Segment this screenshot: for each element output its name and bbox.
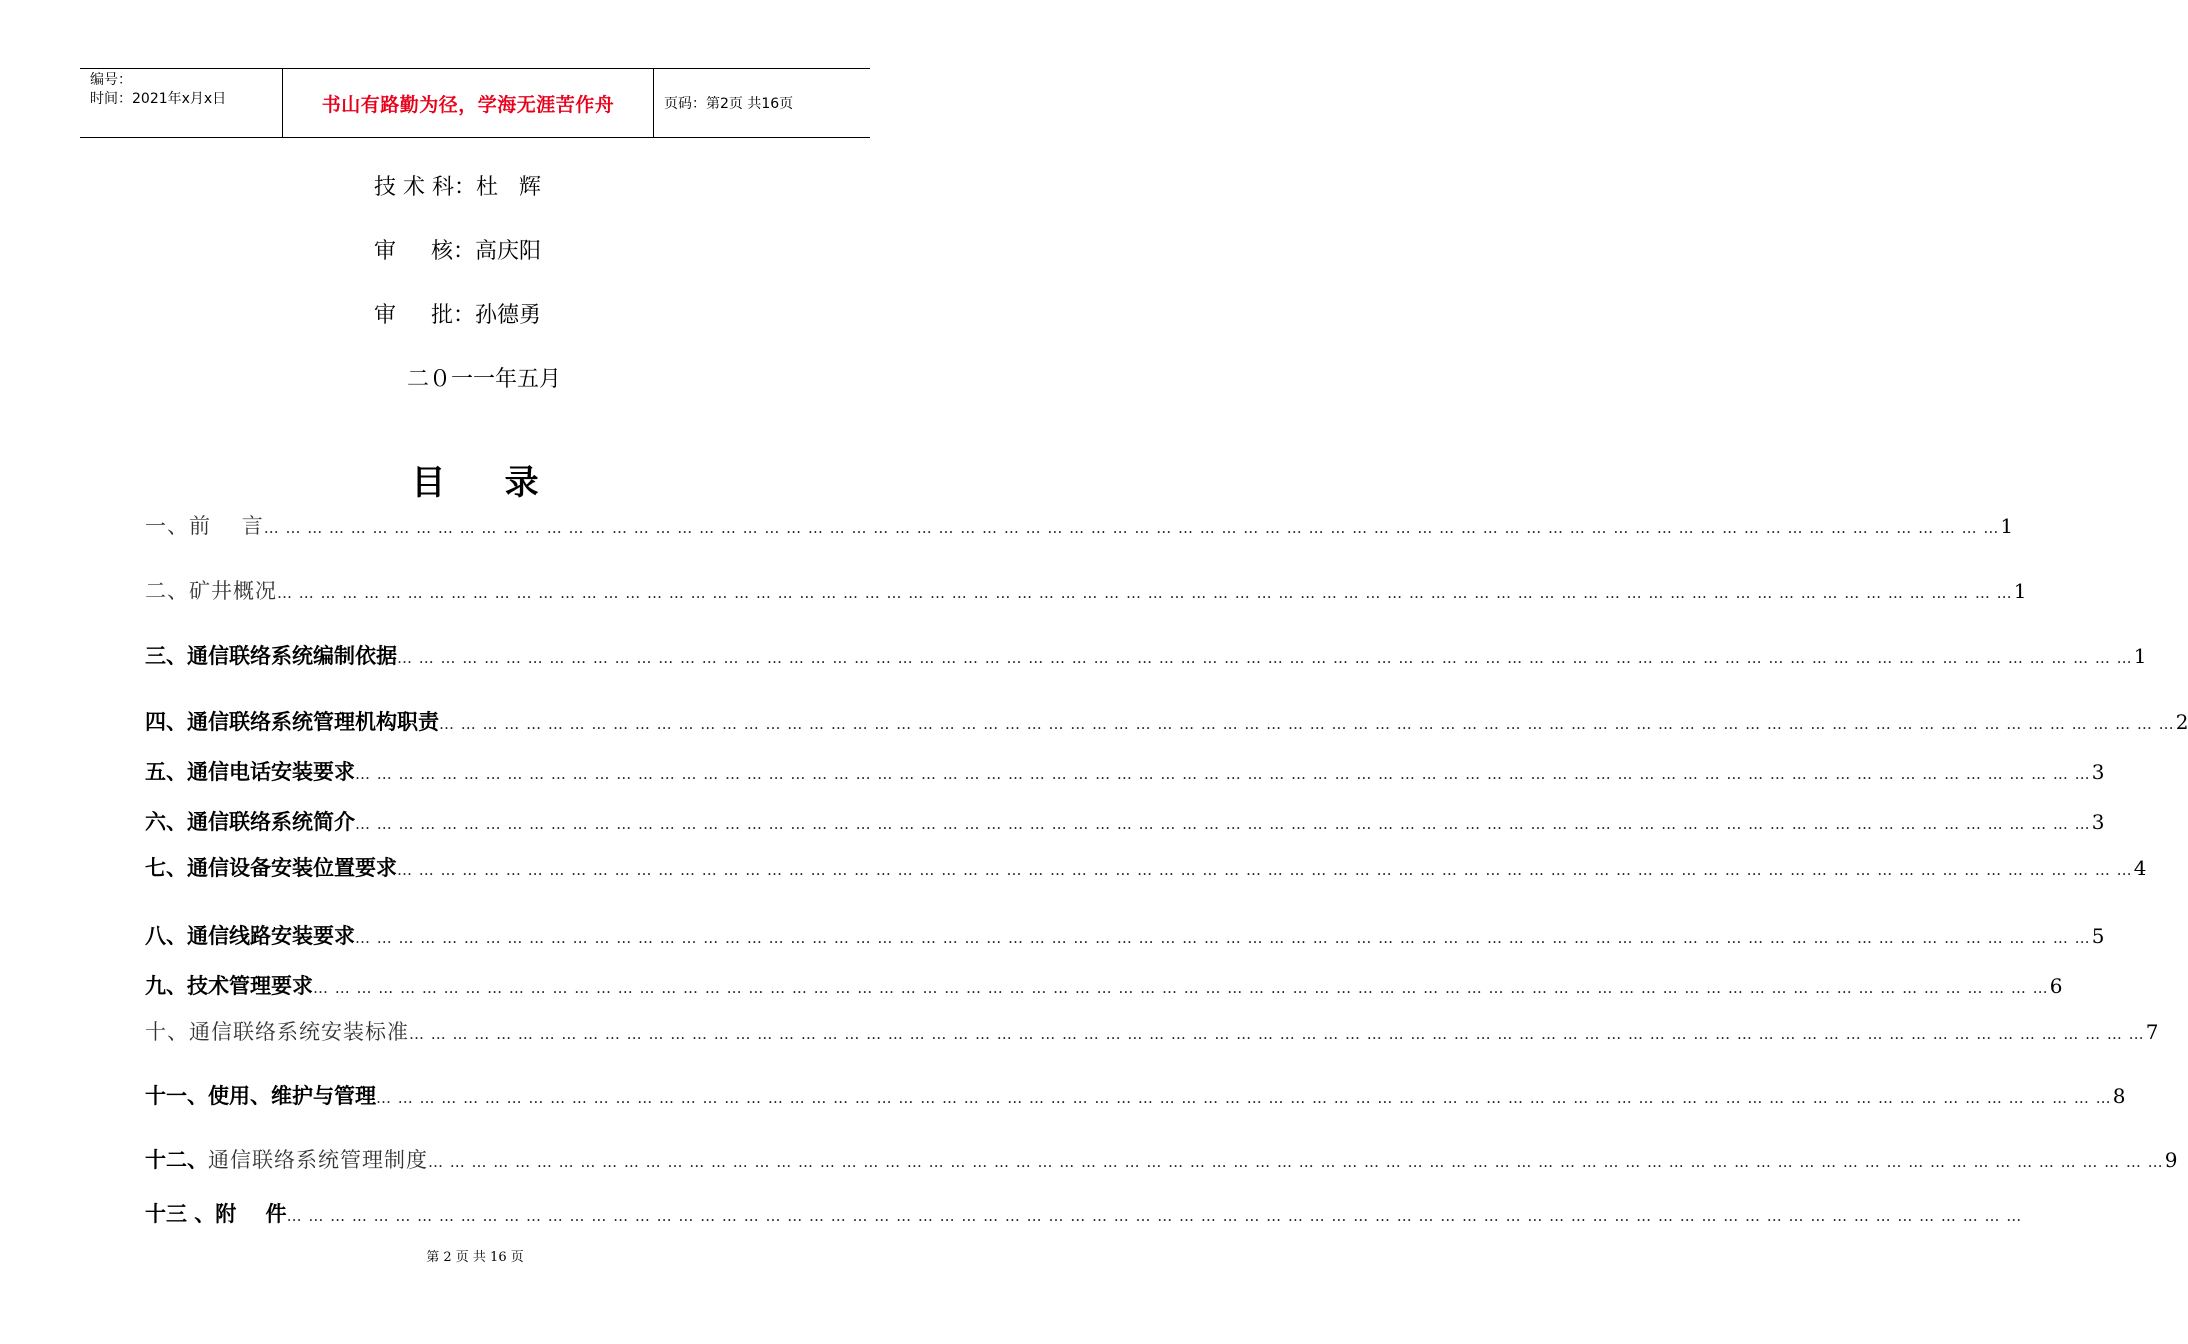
- toc-entry[interactable]: [145, 1016, 2159, 1050]
- number-label: 编号：: [90, 72, 132, 88]
- signature-line-tech: 技 术 科：杜 辉: [374, 175, 541, 200]
- toc-entry-label: 五、通信电话安装要求: [145, 759, 355, 784]
- toc-entry[interactable]: [145, 640, 2147, 674]
- toc-entry-label: 十一、使用、维护与管理: [145, 1083, 376, 1108]
- toc-entry[interactable]: [145, 920, 2105, 954]
- toc-entry-label: 七、通信设备安装位置要求: [145, 855, 397, 880]
- toc-leader-dots: … … … … … … … … … … … … … … … … … … … … … … … … … … … … … … … … … … … … … … … … … … … … … … … … … … … … … … … … … … … … … … … … … … … … … … … … … … … … … … … …: [355, 765, 2091, 783]
- toc-page-number: 8: [2112, 1084, 2126, 1108]
- header-motto-cell: [283, 69, 654, 137]
- toc-entry[interactable]: [145, 852, 2147, 886]
- toc-entry-label: 四、通信联络系统管理机构职责: [145, 709, 439, 734]
- toc-entry[interactable]: [145, 706, 2188, 740]
- toc-entry-label: 八、通信线路安装要求: [145, 923, 355, 948]
- toc-entry-label: 十、通信联络系统安装标准: [145, 1020, 409, 1044]
- toc-entry[interactable]: [145, 510, 2014, 544]
- toc-leader-dots: … … … … … … … … … … … … … … … … … … … … … … … … … … … … … … … … … … … … … … … … … … … … … … … … … … … … … … … … … … … … … … … … … … … … … … … … … … … … … … … …: [376, 1089, 2112, 1107]
- toc-entry-label: 一、前 言: [145, 514, 264, 538]
- toc-entry-label: 通信联络系统管理制度: [208, 1148, 428, 1172]
- toc-leader-dots: … … … … … … … … … … … … … … … … … … … … … … … … … … … … … … … … … … … … … … … … … … … … … … … … … … … … … … … … … … … … … … … … … … … … … … … … … … … … … … … …: [313, 979, 2049, 997]
- toc-entry-label: 三、通信联络系统编制依据: [145, 643, 397, 668]
- toc-entry[interactable]: [145, 1144, 2178, 1178]
- toc-entry-label: 十三 、附 件: [145, 1201, 287, 1226]
- toc-page-number: 7: [2145, 1020, 2159, 1044]
- toc-leader-dots: … … … … … … … … … … … … … … … … … … … … … … … … … … … … … … … … … … … … … … … … … … … … … … … … … … … … … … … … … … … … … … … … … … … … … … … … … … … … … … … …: [397, 861, 2133, 879]
- toc-page-number: 5: [2091, 924, 2105, 948]
- toc-page-number: 3: [2091, 810, 2105, 834]
- toc-leader-dots: … … … … … … … … … … … … … … … … … … … … … … … … … … … … … … … … … … … … … … … … … … … … … … … … … … … … … … … … … … … … … … … … … … … … … … … … … … … … … … … …: [397, 649, 2133, 667]
- document-date: 二０一一年五月: [407, 367, 562, 392]
- toc-leader-dots: … … … … … … … … … … … … … … … … … … … … … … … … … … … … … … … … … … … … … … … … … … … … … … … … … … … … … … … … … … … … … … … … … … … … … … … … … … … … … … … …: [263, 519, 2000, 537]
- toc-title: 目 录: [411, 463, 539, 503]
- toc-leader-dots: … … … … … … … … … … … … … … … … … … … … … … … … … … … … … … … … … … … … … … … … … … … … … … … … … … … … … … … … … … … … … … … … … … … … … … … … … … … … … … … …: [355, 815, 2091, 833]
- time-label: 时间：2021年x月x日: [90, 91, 227, 107]
- header-meta: [80, 69, 283, 137]
- toc-entry-label: 六、通信联络系统简介: [145, 809, 355, 834]
- toc-leader-dots: … … … … … … … … … … … … … … … … … … … … … … … … … … … … … … … … … … … … … … … … … … … … … … … … … … … … … … … … … … … … … … … … … … … … … … … … … … … … … … … …: [439, 715, 2175, 733]
- toc-entry[interactable]: [145, 970, 2063, 1004]
- signature-line-approve: 审 批：孙德勇: [374, 303, 541, 328]
- toc-leader-dots: … … … … … … … … … … … … … … … … … … … … … … … … … … … … … … … … … … … … … … … … … … … … … … … … … … … … … … … … … … … … … … … … … … … … … … … … … … … … … … … …: [409, 1025, 2145, 1043]
- signature-line-review: 审 核：高庆阳: [374, 239, 541, 264]
- page-header: [80, 68, 870, 138]
- toc-entry-label: 二、矿井概况: [145, 579, 277, 603]
- toc-entry[interactable]: [145, 1080, 2126, 1114]
- toc-page-number: 4: [2133, 856, 2147, 880]
- page-footer: 第 2 页 共 16 页: [426, 1250, 524, 1265]
- toc-entry-label: 九、技术管理要求: [145, 973, 313, 998]
- toc-leader-dots: … … … … … … … … … … … … … … … … … … … … … … … … … … … … … … … … … … … … … … … … … … … … … … … … … … … … … … … … … … … … … … … … … … … … … … … … … … … … … … … …: [286, 1207, 2023, 1225]
- toc-leader-dots: … … … … … … … … … … … … … … … … … … … … … … … … … … … … … … … … … … … … … … … … … … … … … … … … … … … … … … … … … … … … … … … … … … … … … … … … … … … … … … … …: [428, 1153, 2164, 1171]
- motto-text: 书山有路勤为径，学海无涯苦作舟: [321, 93, 615, 116]
- toc-page-number: 9: [2164, 1148, 2178, 1172]
- toc-page-number: 3: [2091, 760, 2105, 784]
- toc-entry[interactable]: [145, 756, 2105, 790]
- toc-entry-label: 十二、: [145, 1147, 208, 1172]
- toc-entry[interactable]: [145, 806, 2105, 840]
- toc-entry[interactable]: [145, 1198, 2023, 1232]
- toc-page-number: 1: [2013, 579, 2027, 603]
- toc-entry[interactable]: [145, 575, 2027, 609]
- toc-leader-dots: … … … … … … … … … … … … … … … … … … … … … … … … … … … … … … … … … … … … … … … … … … … … … … … … … … … … … … … … … … … … … … … … … … … … … … … … … … … … … … … …: [355, 929, 2091, 947]
- toc-page-number: 1: [2133, 644, 2147, 668]
- header-page-info: 页码：第2页 共16页: [664, 96, 794, 112]
- toc-leader-dots: … … … … … … … … … … … … … … … … … … … … … … … … … … … … … … … … … … … … … … … … … … … … … … … … … … … … … … … … … … … … … … … … … … … … … … … … … … … … … … … …: [277, 584, 2013, 602]
- toc-page-number: 6: [2049, 974, 2063, 998]
- toc-page-number: 1: [2000, 514, 2014, 538]
- toc-page-number: 2: [2175, 710, 2188, 734]
